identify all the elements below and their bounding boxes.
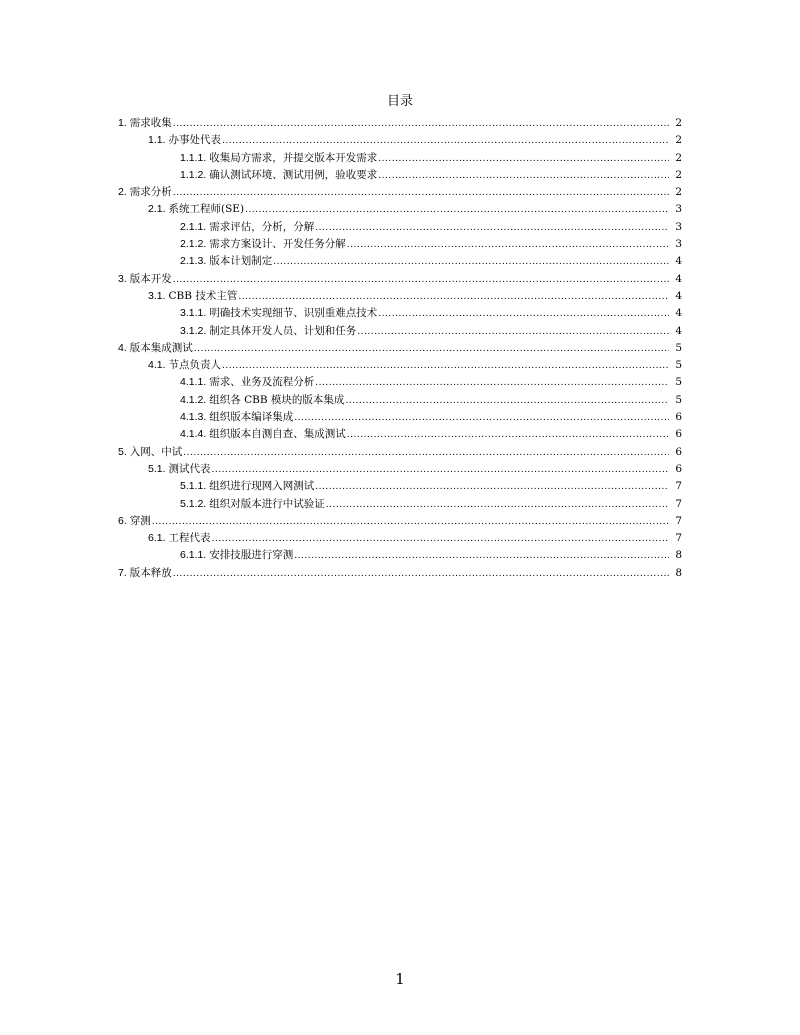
toc-entry-number: 3.1.1. [180,307,207,320]
toc-entry-number: 5.1.1. [180,480,207,493]
toc-entry[interactable] [118,426,682,443]
toc-entry-label: 需求、业务及流程分析 [209,376,315,389]
toc-entry[interactable] [118,409,682,426]
toc-entry-number: 6.1. [148,532,166,545]
toc-entry-page: 3 [675,220,682,233]
toc-entry-label: 需求分析 [129,186,172,199]
toc-dot-leader [222,132,669,150]
toc-entry-page: 6 [675,462,682,475]
toc-entry-label: 明确技术实现细节、识别重难点技术 [209,307,378,320]
toc-entry-page: 2 [675,186,682,199]
toc-entry-number: 4.1.4. [180,428,207,441]
toc-entry-number: 2. [118,186,127,199]
toc-entry[interactable] [118,201,682,218]
toc-entry-page: 6 [675,445,682,458]
toc-dot-leader [347,426,669,444]
toc-entry-label: 版本释放 [129,566,172,579]
toc-dot-leader [326,496,669,514]
toc-dot-leader [238,288,669,306]
toc-dot-leader [194,340,669,358]
toc-entry-label: 版本开发 [129,272,172,285]
toc-entry-label: 版本集成测试 [129,341,193,354]
toc-entry[interactable] [118,496,682,513]
toc-entry-number: 4. [118,341,127,354]
toc-entry-number: 2.1.2. [180,238,207,251]
toc-dot-leader [294,409,669,427]
toc-entry-page: 2 [675,134,682,147]
toc-entry[interactable] [118,565,682,582]
toc-entry-page: 7 [675,497,682,510]
toc-entry-number: 4.1.3. [180,411,207,424]
toc-entry[interactable] [118,167,682,184]
toc-entry[interactable] [118,357,682,374]
toc-dot-leader [347,236,669,254]
toc-dot-leader [222,357,669,375]
toc-entry-number: 3.1.2. [180,324,207,337]
toc-entry-label: 制定具体开发人员、计划和任务 [209,324,357,337]
toc-entry-number: 4.1. [148,359,166,372]
toc-entry-number: 1.1.1. [180,151,207,164]
toc-entry[interactable] [118,150,682,167]
toc-entry[interactable] [118,340,682,357]
toc-dot-leader [315,374,669,392]
toc-entry-number: 5.1.2. [180,497,207,510]
toc-entry-page: 5 [675,359,682,372]
toc-dot-leader [173,565,669,583]
toc-entry[interactable] [118,184,682,201]
toc-entry-number: 1.1. [148,134,166,147]
page-number: 1 [395,970,405,988]
toc-entry-page: 6 [675,428,682,441]
toc-entry[interactable] [118,305,682,322]
toc-entry-number: 2.1.1. [180,220,207,233]
toc-entry-label: 需求评估，分析，分解 [209,220,315,233]
toc-entry-number: 3.1. [148,289,166,302]
toc-entry-number: 2.1. [148,203,166,216]
toc-entry-label: 系统工程师(SE) [168,203,245,216]
toc-entry[interactable] [118,132,682,149]
toc-entry-label: 需求收集 [129,117,172,129]
toc-entry-page: 2 [675,117,682,129]
toc-entry[interactable] [118,392,682,409]
toc-entry[interactable] [118,444,682,461]
toc-entry-label: 收集局方需求，并提交版本开发需求 [209,151,378,164]
toc-dot-leader [357,323,669,341]
toc-entry-page: 8 [675,566,682,579]
toc-dot-leader [315,478,669,496]
toc-entry[interactable] [118,513,682,530]
toc-entry[interactable] [118,219,682,236]
toc-title: 目录 [386,94,413,109]
toc-entry-label: 安排技服进行穿测 [209,549,294,562]
toc-entry-number: 4.1.2. [180,393,207,406]
toc-entry[interactable] [118,236,682,253]
toc-entry[interactable] [118,374,682,391]
toc-entry-label: 入网、中试 [129,445,183,458]
toc-entry-page: 5 [675,393,682,406]
toc-entry-page: 3 [675,203,682,216]
toc-dot-leader [152,513,669,531]
toc-entry-page: 5 [675,341,682,354]
toc-entry-number: 7. [118,566,127,579]
toc-entry[interactable] [118,478,682,495]
toc-entry-page: 7 [675,480,682,493]
toc-entry-page: 3 [675,238,682,251]
toc-dot-leader [173,115,669,133]
toc-entry-label: 穿测 [129,514,151,527]
toc-entry[interactable] [118,547,682,564]
toc-entry[interactable] [118,115,682,132]
toc-entry-label: 组织版本自测自查、集成测试 [209,428,346,441]
toc-entry-label: 组织版本编译集成 [209,411,294,424]
toc-entry-page: 8 [675,549,682,562]
toc-entry-label: 组织进行现网入网测试 [209,480,315,493]
toc-entry-number: 5.1. [148,462,166,475]
toc-entry-label: 工程代表 [168,532,211,545]
toc-dot-leader [315,219,669,237]
toc-dot-leader [273,253,669,271]
toc-entry-label: 节点负责人 [168,359,222,372]
toc-entry[interactable] [118,461,682,478]
toc-entry-number: 6. [118,514,127,527]
toc-dot-leader [378,167,669,185]
toc-entry-number: 1. [118,117,127,129]
toc-entry[interactable] [118,271,682,288]
toc-entry-number: 4.1.1. [180,376,207,389]
toc-entry-page: 4 [675,324,682,337]
toc-dot-leader [173,184,669,202]
table-of-contents [118,115,682,582]
toc-entry[interactable] [118,253,682,270]
toc-entry-page: 4 [675,255,682,268]
toc-entry-page: 2 [675,168,682,181]
toc-dot-leader [294,547,669,565]
toc-entry-label: 版本计划制定 [209,255,273,268]
toc-entry-page: 2 [675,151,682,164]
toc-dot-leader [345,392,669,410]
toc-entry-number: 1.1.2. [180,168,207,181]
toc-entry-label: 确认测试环境、测试用例，验收要求 [209,168,378,181]
toc-dot-leader [378,305,669,323]
toc-entry[interactable] [118,288,682,305]
toc-entry-label: 组织各 CBB 模块的版本集成 [209,393,345,406]
toc-entry-page: 6 [675,411,682,424]
toc-entry-page: 4 [675,307,682,320]
toc-dot-leader [212,530,669,548]
toc-entry-page: 7 [675,514,682,527]
toc-entry-label: 组织对版本进行中试验证 [209,497,325,510]
toc-entry-label: 办事处代表 [168,134,222,147]
toc-entry-page: 7 [675,532,682,545]
toc-dot-leader [183,444,669,462]
toc-entry-page: 4 [675,289,682,302]
toc-entry-label: 需求方案设计、开发任务分解 [209,238,346,251]
toc-entry-label: CBB 技术主管 [168,289,238,302]
toc-entry-number: 5. [118,445,127,458]
toc-entry-number: 6.1.1. [180,549,207,562]
toc-entry[interactable] [118,323,682,340]
toc-dot-leader [173,271,669,289]
toc-dot-leader [245,201,669,219]
toc-entry-number: 2.1.3. [180,255,207,268]
toc-entry-page: 4 [675,272,682,285]
toc-entry[interactable] [118,530,682,547]
toc-entry-page: 5 [675,376,682,389]
toc-dot-leader [378,150,669,168]
toc-entry-number: 3. [118,272,127,285]
toc-entry-label: 测试代表 [168,462,211,475]
toc-dot-leader [212,461,669,479]
